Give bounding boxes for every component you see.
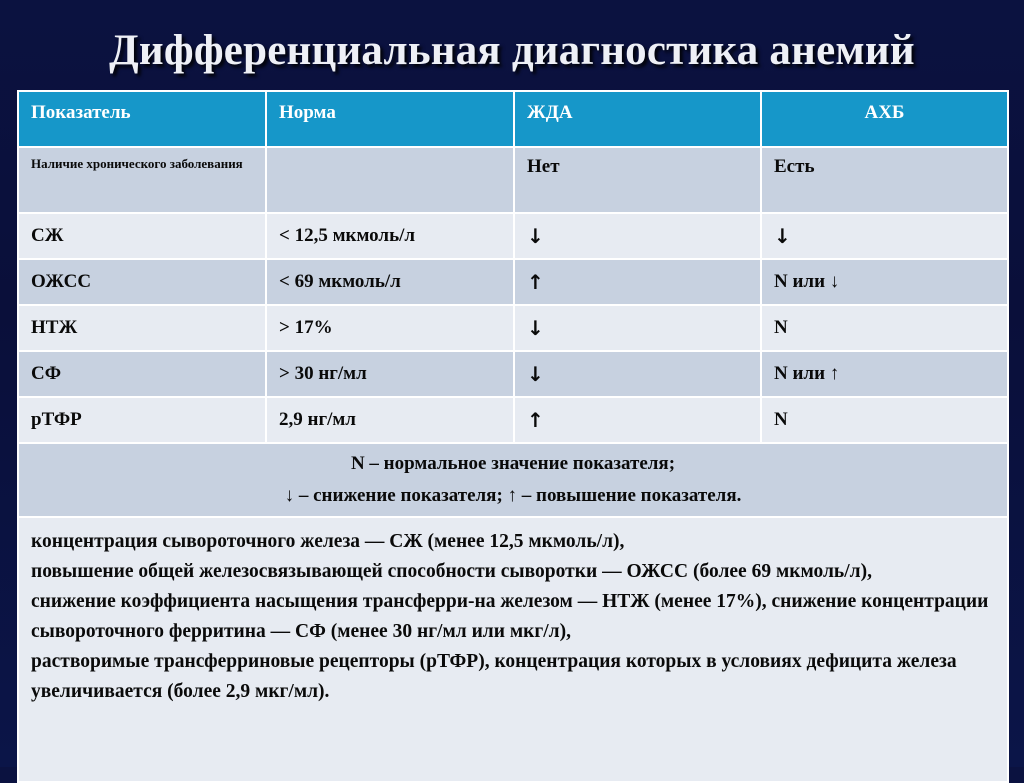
cell-norm: < 12,5 мкмоль/л [266, 213, 514, 259]
cell-ida: ↓ [514, 213, 761, 259]
cell-acd: Есть [761, 147, 1008, 213]
header-norm: Норма [266, 91, 514, 147]
cell-ida: ↓ [514, 351, 761, 397]
cell-acd: N [761, 397, 1008, 443]
note-line: растворимые трансферриновые рецепторы (рТФР), концентрация которых в условиях дефицита железа увеличивается (более 2,9 мкг/мл). [31, 651, 957, 702]
cell-ida: ↑ [514, 397, 761, 443]
cell-acd: N или ↑ [761, 351, 1008, 397]
cell-norm: 2,9 нг/мл [266, 397, 514, 443]
note-line: концентрация сывороточного железа — СЖ (менее 12,5 мкмоль/л), [31, 531, 625, 552]
cell-indicator: НТЖ [18, 305, 266, 351]
header-indicator: Показатель [18, 91, 266, 147]
table-row [18, 213, 1008, 259]
cell-norm: > 17% [266, 305, 514, 351]
slide-title: Дифференциальная диагностика анемий [109, 27, 915, 74]
table-row [18, 259, 1008, 305]
notes-cell [18, 517, 1008, 782]
legend-line: ↓ – снижение показателя; ↑ – повышение показателя. [284, 485, 742, 506]
note-line: снижение коэффициента насыщения трансферри-на железом — НТЖ (менее 17%), снижение концентрации сывороточного ферритина — СФ (менее 30 нг/мл или мкг/л), [31, 591, 989, 642]
legend-line: N – нормальное значение показателя; [350, 453, 676, 474]
table-row [18, 351, 1008, 397]
cell-norm [266, 147, 514, 213]
cell-ida: Нет [514, 147, 761, 213]
legend-row [18, 443, 1008, 517]
cell-indicator: ОЖСС [18, 259, 266, 305]
cell-acd: N [761, 305, 1008, 351]
header-acd: АХБ [761, 91, 1008, 147]
cell-acd: N или ↓ [761, 259, 1008, 305]
header-ida: ЖДА [514, 91, 761, 147]
table-row [18, 397, 1008, 443]
notes-row [18, 517, 1008, 782]
cell-indicator: СФ [18, 351, 266, 397]
cell-norm: > 30 нг/мл [266, 351, 514, 397]
legend-cell [18, 443, 1008, 517]
cell-ida: ↓ [514, 305, 761, 351]
note-line: повышение общей железосвязывающей способности сыворотки — ОЖСС (более 69 мкмоль/л), [31, 561, 872, 582]
table-row [18, 305, 1008, 351]
cell-acd: ↓ [761, 213, 1008, 259]
cell-ida: ↑ [514, 259, 761, 305]
cell-norm: < 69 мкмоль/л [266, 259, 514, 305]
table-row [18, 147, 1008, 213]
diagnosis-table [17, 90, 1009, 783]
cell-indicator: СЖ [18, 213, 266, 259]
table-header-row [18, 91, 1008, 147]
cell-indicator: рТФР [18, 397, 266, 443]
cell-indicator: Наличие хронического заболевания [18, 147, 266, 213]
